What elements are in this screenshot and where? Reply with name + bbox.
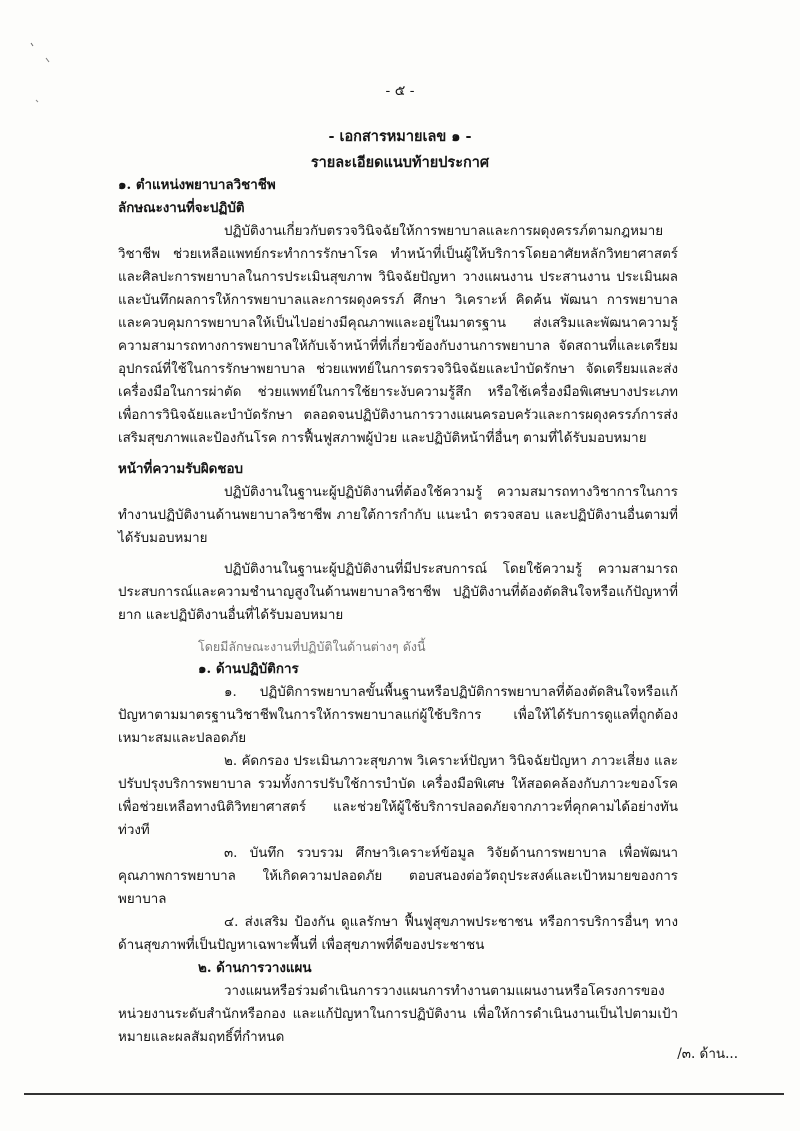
announcement-attachment-heading: รายละเอียดแนบท้ายประกาศ — [310, 154, 490, 171]
footer-rule — [24, 1093, 784, 1095]
area-operations-item-1: ๑. ปฏิบัติการพยาบาลขั้นพื้นฐานหรือปฏิบัติการพยาบาลที่ต้องตัดสินใจหรือแก้ปัญหาตามมาตรฐานวิชาชีพในการให้การพยาบาลแก่ผู้ใช้บริการ เพื่อให้ได้รับการดูแลที่ถูกต้องเหมาะสมและปลอดภัย — [118, 685, 678, 746]
area-planning-title: ๒. ด้านการวางแผน — [198, 960, 312, 976]
document-body — [118, 174, 678, 1049]
page-number: - ๕ - — [385, 83, 415, 99]
area-operations-item-2: ๒. คัดกรอง ประเมินภาวะสุขภาพ วิเคราะห์ปัญหา วินิจฉัยปัญหา ภาวะเสี่ยง และปรับปรุงบริการพยาบาล รวมทั้งการปรับใช้การบำบัด เครื่องมือพิเศษ ให้สอดคล้องกับภาวะของโรค เพื่อช่วยเหลือทางนิติวิทยาศาสตร์ และช่วยให้ผู้ใช้บริการปลอดภัยจากภาวะที่คุกคามได้อย่างทันท่วงที — [118, 754, 678, 838]
area-operations-item-3: ๓. บันทึก รวบรวม ศึกษาวิเคราะห์ข้อมูล วิจัยด้านการพยาบาล เพื่อพัฒนาคุณภาพการพยาบาล ให้เกิดความปลอดภัย ตอบสนองต่อวัตถุประสงค์และเป้าหมายของการพยาบาล — [118, 846, 678, 907]
duties-intro: โดยมีลักษณะงานที่ปฏิบัติในด้านต่างๆ ดังนี้ — [198, 639, 426, 654]
duties-paragraph-1: ปฏิบัติงานในฐานะผู้ปฏิบัติงานที่ต้องใช้ความรู้ ความสมารถทางวิชาการในการทำงานปฏิบัติงานด้านพยาบาลวิชาชีพ ภายใต้การกำกับ แนะนำ ตรวจสอบ และปฏิบัติงานอื่นตามที่ได้รับมอบหมาย — [118, 485, 678, 546]
area-operations-title: ๑. ด้านปฏิบัติการ — [198, 661, 299, 677]
area-operations-item-4: ๔. ส่งเสริม ป้องกัน ดูแลรักษา ฟื้นฟูสุขภาพประชาชน หรือการบริการอื่นๆ ทางด้านสุขภาพที่เป็นปัญหาเฉพาะพื้นที่ เพื่อสุขภาพที่ดีของประชาชน — [118, 915, 678, 953]
continuation-reference: /๓. ด้าน... — [677, 1046, 738, 1062]
job-character-title: ลักษณะงานที่จะปฏิบัติ — [118, 200, 245, 216]
area-planning-paragraph: วางแผนหรือร่วมดำเนินการวางแผนการทำงานตามแผนงานหรือโครงการของหน่วยงานระดับสำนักหรือกอง และแก้ปัญหาในการปฏิบัติงาน เพื่อให้การดำเนินงานเป็นไปตามเป้าหมายและผลสัมฤทธิ์ที่กำหนด — [118, 984, 678, 1045]
duties-title: หน้าที่ความรับผิดชอบ — [118, 461, 244, 477]
section-title-position: ๑. ตำแหน่งพยาบาลวิชาชีพ — [118, 177, 276, 193]
job-character-paragraph: ปฏิบัติงานเกี่ยวกับตรวจวินิจฉัยให้การพยาบาลและการผดุงครรภ์ตามกฎหมายวิชาชีพ ช่วยเหลือแพทย์กระทำการรักษาโรค ทำหน้าที่เป็นผู้ให้บริการโดยอาศัยหลักวิทยาศาสตร์และศิลปะการพยาบาลในการประเมินสุขภาพ วินิจฉัยปัญหา วางแผนงาน ประสานงาน ประเมินผล และบันทึกผลการให้การพยาบาลและการผดุงครรภ์ ศึกษา วิเคราะห์ คิดค้น พัฒนา การพยาบาลและควบคุมการพยาบาลให้เป็นไปอย่างมีคุณภาพและอยู่ในมาตรฐาน ส่งเสริมและพัฒนาความรู้ความสามารถทางการพยาบาลให้กับเจ้าหน้าที่ที่เกี่ยวข้องกับงานการพยาบาล จัดสถานที่และเตรียมอุปกรณ์ที่ใช้ในการรักษาพยาบาล ช่วยแพทย์ในการตรวจวินิจฉัยและบำบัดรักษา จัดเตรียมและส่งเครื่องมือในการผ่าตัด ช่วยแพทย์ในการใช้ยาระงับความรู้สึก หรือใช้เครื่องมือพิเศษบางประเภท เพื่อการวินิจฉัยและบำบัดรักษา ตลอดจนปฏิบัติงานการวางแผนครอบครัวและการผดุงครรภ์การส่งเสริมสุขภาพและป้องกันโรค การฟื้นฟูสภาพผู้ป่วย และปฏิบัติหน้าที่อื่นๆ ตามที่ได้รับมอบหมาย — [118, 224, 678, 446]
duties-paragraph-2: ปฏิบัติงานในฐานะผู้ปฏิบัติงานที่มีประสบการณ์ โดยใช้ความรู้ ความสามารถ ประสบการณ์และความชำนาญสูงในด้านพยาบาลวิชาชีพ ปฏิบัติงานที่ต้องตัดสินใจหรือแก้ปัญหาที่ยาก และปฏิบัติงานอื่นที่ได้รับมอบหมาย — [118, 562, 678, 623]
document-number-heading: - เอกสารหมายเลข ๑ - — [328, 128, 472, 145]
